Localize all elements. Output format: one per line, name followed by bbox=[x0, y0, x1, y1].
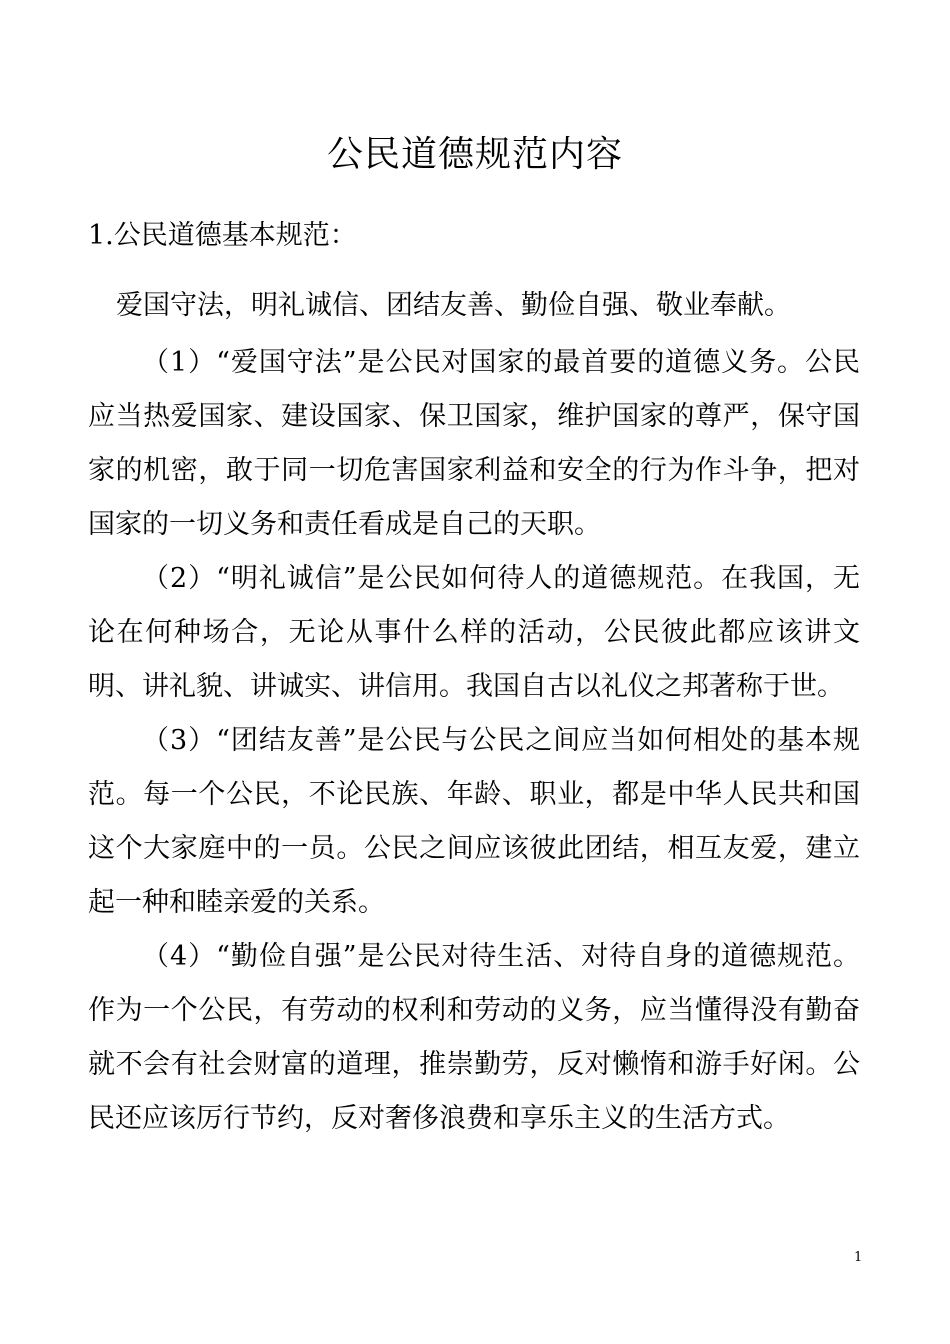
summary-line: 爱国守法，明礼诚信、团结友善、勤俭自强、敬业奉献。 bbox=[116, 290, 791, 321]
document-title: 公民道德规范内容 bbox=[326, 134, 623, 175]
paragraph-diligence: （4）“勤俭自强”是公民对待生活、对待自身的道德规范。作为一个公民，有劳动的权利和劳动的义务，应当懂得没有勤奋就不会有社会财富的道理，推崇勤劳，反对懒惰和游手好闲。公民还应该厉行节约，反对奢侈浪费和享乐主义的生活方式。 bbox=[88, 941, 860, 1134]
paragraph-courtesy: （2）“明礼诚信”是公民如何待人的道德规范。在我国，无论在何种场合，无论从事什么样的活动，公民彼此都应该讲文明、讲礼貌、讲诚实、讲信用。我国自古以礼仪之邦著称于世。 bbox=[88, 563, 860, 702]
paragraph-patriotism: （1）“爱国守法”是公民对国家的最首要的道德义务。公民应当热爱国家、建设国家、保卫国家，维护国家的尊严，保守国家的机密，敢于同一切危害国家利益和安全的行为作斗争，把对国家的一切义务和责任看成是自己的天职。 bbox=[88, 347, 860, 540]
section-heading: 1.公民道德基本规范： bbox=[88, 220, 357, 251]
paragraph-unity: （3）“团结友善”是公民与公民之间应当如何相处的基本规范。每一个公民，不论民族、年龄、职业，都是中华人民共和国这个大家庭中的一员。公民之间应该彼此团结，相互友爱，建立起一种和睦亲爱的关系。 bbox=[88, 725, 860, 918]
page-number: 1 bbox=[854, 1250, 863, 1265]
body-text bbox=[88, 336, 860, 1146]
